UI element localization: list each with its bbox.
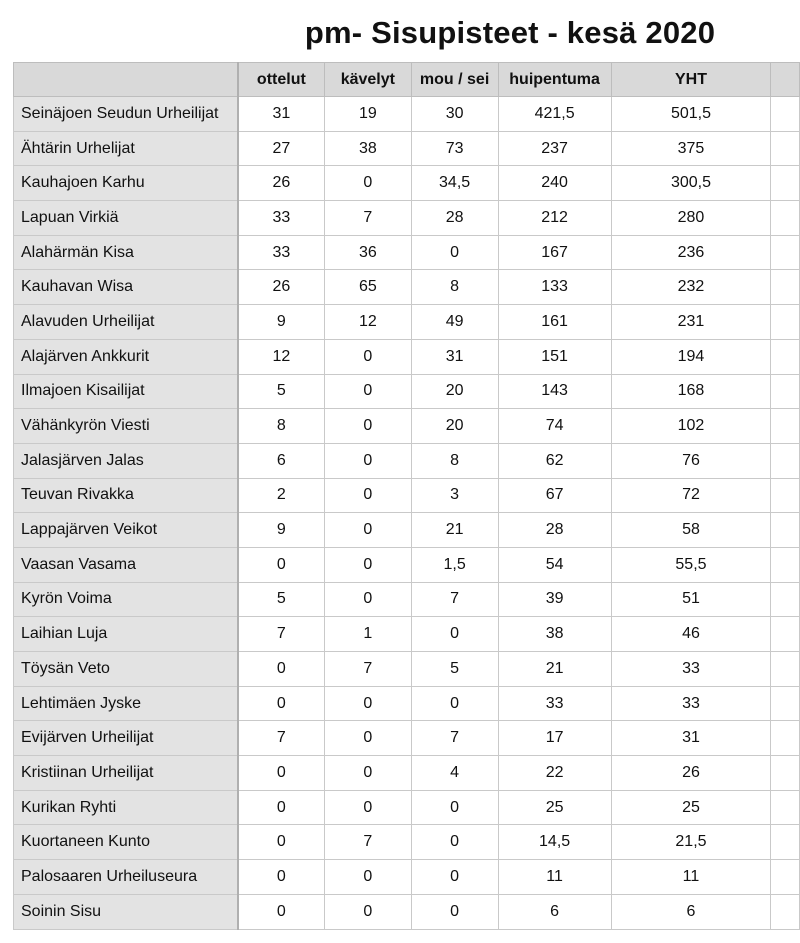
- cell-ottelut[interactable]: 26: [238, 166, 325, 201]
- cell-mou-sei[interactable]: 0: [411, 825, 498, 860]
- header-mou-sei[interactable]: mou / sei: [411, 63, 498, 97]
- cell-yht[interactable]: 236: [611, 235, 771, 270]
- points-table: [13, 62, 800, 930]
- cell-team-name[interactable]: Laihian Luja: [14, 617, 238, 652]
- cell-kavelyt[interactable]: 7: [325, 201, 411, 236]
- cell-team-name[interactable]: Ilmajoen Kisailijat: [14, 374, 238, 409]
- cell-extra-column[interactable]: [771, 443, 800, 478]
- cell-ottelut[interactable]: 0: [238, 652, 325, 687]
- cell-huipentuma[interactable]: 240: [498, 166, 611, 201]
- cell-yht[interactable]: 21,5: [611, 825, 771, 860]
- cell-mou-sei[interactable]: 31: [411, 339, 498, 374]
- cell-team-name[interactable]: Töysän Veto: [14, 652, 238, 687]
- cell-yht[interactable]: 72: [611, 478, 771, 513]
- table-row: [14, 513, 800, 548]
- cell-ottelut[interactable]: 7: [238, 617, 325, 652]
- cell-extra-column[interactable]: [771, 686, 800, 721]
- header-kavelyt[interactable]: kävelyt: [325, 63, 411, 97]
- cell-team-name[interactable]: Seinäjoen Seudun Urheilijat: [14, 97, 238, 132]
- cell-kavelyt[interactable]: 0: [325, 478, 411, 513]
- cell-extra-column[interactable]: [771, 547, 800, 582]
- cell-ottelut[interactable]: 33: [238, 201, 325, 236]
- cell-yht[interactable]: 102: [611, 409, 771, 444]
- cell-huipentuma[interactable]: 62: [498, 443, 611, 478]
- cell-yht[interactable]: 46: [611, 617, 771, 652]
- cell-kavelyt[interactable]: 0: [325, 860, 411, 895]
- table-row: [14, 270, 800, 305]
- cell-yht[interactable]: 55,5: [611, 547, 771, 582]
- cell-kavelyt[interactable]: 0: [325, 790, 411, 825]
- table-row: [14, 201, 800, 236]
- cell-kavelyt[interactable]: 38: [325, 131, 411, 166]
- cell-yht[interactable]: 25: [611, 790, 771, 825]
- table-row: [14, 443, 800, 478]
- cell-ottelut[interactable]: 0: [238, 825, 325, 860]
- table-row: [14, 721, 800, 756]
- cell-extra-column[interactable]: [771, 617, 800, 652]
- cell-team-name[interactable]: Lehtimäen Jyske: [14, 686, 238, 721]
- cell-extra-column[interactable]: [771, 131, 800, 166]
- cell-kavelyt[interactable]: 0: [325, 374, 411, 409]
- table-row: [14, 374, 800, 409]
- cell-huipentuma[interactable]: 22: [498, 756, 611, 791]
- cell-huipentuma[interactable]: 67: [498, 478, 611, 513]
- cell-kavelyt[interactable]: 0: [325, 547, 411, 582]
- cell-huipentuma[interactable]: 74: [498, 409, 611, 444]
- header-yht[interactable]: YHT: [611, 63, 771, 97]
- cell-yht[interactable]: 6: [611, 894, 771, 929]
- table-row: [14, 166, 800, 201]
- cell-ottelut[interactable]: 12: [238, 339, 325, 374]
- header-row: [14, 63, 800, 97]
- cell-ottelut[interactable]: 5: [238, 374, 325, 409]
- table-row: [14, 790, 800, 825]
- cell-team-name[interactable]: Soinin Sisu: [14, 894, 238, 929]
- cell-mou-sei[interactable]: 8: [411, 443, 498, 478]
- cell-kavelyt[interactable]: 0: [325, 443, 411, 478]
- cell-extra-column[interactable]: [771, 894, 800, 929]
- cell-kavelyt[interactable]: 0: [325, 513, 411, 548]
- cell-mou-sei[interactable]: 0: [411, 790, 498, 825]
- cell-extra-column[interactable]: [771, 339, 800, 374]
- cell-huipentuma[interactable]: 237: [498, 131, 611, 166]
- cell-yht[interactable]: 26: [611, 756, 771, 791]
- cell-yht[interactable]: 31: [611, 721, 771, 756]
- cell-huipentuma[interactable]: 28: [498, 513, 611, 548]
- cell-kavelyt[interactable]: 0: [325, 721, 411, 756]
- cell-kavelyt[interactable]: 7: [325, 825, 411, 860]
- cell-ottelut[interactable]: 7: [238, 721, 325, 756]
- cell-mou-sei[interactable]: 20: [411, 374, 498, 409]
- cell-huipentuma[interactable]: 25: [498, 790, 611, 825]
- cell-extra-column[interactable]: [771, 582, 800, 617]
- cell-mou-sei[interactable]: 73: [411, 131, 498, 166]
- cell-kavelyt[interactable]: 0: [325, 409, 411, 444]
- cell-huipentuma[interactable]: 161: [498, 305, 611, 340]
- cell-ottelut[interactable]: 9: [238, 513, 325, 548]
- cell-ottelut[interactable]: 27: [238, 131, 325, 166]
- cell-huipentuma[interactable]: 167: [498, 235, 611, 270]
- table-row: [14, 97, 800, 132]
- cell-extra-column[interactable]: [771, 270, 800, 305]
- cell-ottelut[interactable]: 0: [238, 756, 325, 791]
- cell-extra-column[interactable]: [771, 478, 800, 513]
- table-row: [14, 478, 800, 513]
- cell-mou-sei[interactable]: 20: [411, 409, 498, 444]
- cell-extra-column[interactable]: [771, 97, 800, 132]
- cell-mou-sei[interactable]: 0: [411, 860, 498, 895]
- table-row: [14, 235, 800, 270]
- cell-extra-column[interactable]: [771, 409, 800, 444]
- cell-extra-column[interactable]: [771, 305, 800, 340]
- cell-team-name[interactable]: Kristiinan Urheilijat: [14, 756, 238, 791]
- cell-huipentuma[interactable]: 14,5: [498, 825, 611, 860]
- cell-huipentuma[interactable]: 133: [498, 270, 611, 305]
- cell-mou-sei[interactable]: 7: [411, 582, 498, 617]
- cell-mou-sei[interactable]: 21: [411, 513, 498, 548]
- cell-mou-sei[interactable]: 28: [411, 201, 498, 236]
- cell-team-name[interactable]: Evijärven Urheilijat: [14, 721, 238, 756]
- cell-extra-column[interactable]: [771, 790, 800, 825]
- cell-mou-sei[interactable]: 0: [411, 686, 498, 721]
- cell-ottelut[interactable]: 31: [238, 97, 325, 132]
- cell-kavelyt[interactable]: 36: [325, 235, 411, 270]
- cell-mou-sei[interactable]: 3: [411, 478, 498, 513]
- cell-mou-sei[interactable]: 5: [411, 652, 498, 687]
- cell-team-name[interactable]: Kyrön Voima: [14, 582, 238, 617]
- cell-kavelyt[interactable]: 19: [325, 97, 411, 132]
- cell-mou-sei[interactable]: 0: [411, 894, 498, 929]
- header-huipentuma[interactable]: huipentuma: [498, 63, 611, 97]
- table-row: [14, 582, 800, 617]
- cell-huipentuma[interactable]: 38: [498, 617, 611, 652]
- cell-huipentuma[interactable]: 54: [498, 547, 611, 582]
- cell-ottelut[interactable]: 0: [238, 686, 325, 721]
- table-row: [14, 825, 800, 860]
- cell-yht[interactable]: 168: [611, 374, 771, 409]
- cell-ottelut[interactable]: 6: [238, 443, 325, 478]
- cell-ottelut[interactable]: 0: [238, 790, 325, 825]
- header-extra-column[interactable]: [771, 63, 800, 97]
- cell-kavelyt[interactable]: 0: [325, 756, 411, 791]
- cell-team-name[interactable]: Vähänkyrön Viesti: [14, 409, 238, 444]
- cell-extra-column[interactable]: [771, 166, 800, 201]
- cell-extra-column[interactable]: [771, 756, 800, 791]
- cell-extra-column[interactable]: [771, 201, 800, 236]
- cell-yht[interactable]: 375: [611, 131, 771, 166]
- cell-ottelut[interactable]: 2: [238, 478, 325, 513]
- header-corner-cell[interactable]: [14, 63, 238, 97]
- cell-team-name[interactable]: Alahärmän Kisa: [14, 235, 238, 270]
- cell-mou-sei[interactable]: 8: [411, 270, 498, 305]
- cell-huipentuma[interactable]: 143: [498, 374, 611, 409]
- cell-huipentuma[interactable]: 11: [498, 860, 611, 895]
- cell-mou-sei[interactable]: 4: [411, 756, 498, 791]
- cell-kavelyt[interactable]: 0: [325, 686, 411, 721]
- cell-mou-sei[interactable]: 1,5: [411, 547, 498, 582]
- cell-extra-column[interactable]: [771, 825, 800, 860]
- cell-team-name[interactable]: Kauhavan Wisa: [14, 270, 238, 305]
- cell-extra-column[interactable]: [771, 721, 800, 756]
- cell-ottelut[interactable]: 9: [238, 305, 325, 340]
- cell-extra-column[interactable]: [771, 235, 800, 270]
- cell-huipentuma[interactable]: 6: [498, 894, 611, 929]
- cell-team-name[interactable]: Lapuan Virkiä: [14, 201, 238, 236]
- cell-team-name[interactable]: Kuortaneen Kunto: [14, 825, 238, 860]
- cell-ottelut[interactable]: 8: [238, 409, 325, 444]
- cell-team-name[interactable]: Teuvan Rivakka: [14, 478, 238, 513]
- cell-kavelyt[interactable]: 0: [325, 582, 411, 617]
- cell-huipentuma[interactable]: 421,5: [498, 97, 611, 132]
- cell-huipentuma[interactable]: 21: [498, 652, 611, 687]
- cell-team-name[interactable]: Jalasjärven Jalas: [14, 443, 238, 478]
- cell-mou-sei[interactable]: 34,5: [411, 166, 498, 201]
- cell-team-name[interactable]: Kauhajoen Karhu: [14, 166, 238, 201]
- cell-mou-sei[interactable]: 30: [411, 97, 498, 132]
- header-ottelut[interactable]: ottelut: [238, 63, 325, 97]
- table-row: [14, 131, 800, 166]
- cell-yht[interactable]: 76: [611, 443, 771, 478]
- cell-kavelyt[interactable]: 0: [325, 166, 411, 201]
- table-row: [14, 756, 800, 791]
- cell-yht[interactable]: 33: [611, 652, 771, 687]
- table-row: [14, 686, 800, 721]
- cell-yht[interactable]: 501,5: [611, 97, 771, 132]
- cell-ottelut[interactable]: 26: [238, 270, 325, 305]
- cell-ottelut[interactable]: 0: [238, 894, 325, 929]
- table-row: [14, 339, 800, 374]
- cell-team-name[interactable]: Palosaaren Urheiluseura: [14, 860, 238, 895]
- cell-huipentuma[interactable]: 33: [498, 686, 611, 721]
- cell-yht[interactable]: 58: [611, 513, 771, 548]
- cell-huipentuma[interactable]: 151: [498, 339, 611, 374]
- table-row: [14, 409, 800, 444]
- cell-yht[interactable]: 280: [611, 201, 771, 236]
- cell-team-name[interactable]: Kurikan Ryhti: [14, 790, 238, 825]
- cell-extra-column[interactable]: [771, 860, 800, 895]
- cell-kavelyt[interactable]: 1: [325, 617, 411, 652]
- cell-ottelut[interactable]: 33: [238, 235, 325, 270]
- cell-yht[interactable]: 231: [611, 305, 771, 340]
- cell-team-name[interactable]: Lappajärven Veikot: [14, 513, 238, 548]
- cell-yht[interactable]: 194: [611, 339, 771, 374]
- cell-yht[interactable]: 33: [611, 686, 771, 721]
- cell-mou-sei[interactable]: 7: [411, 721, 498, 756]
- cell-mou-sei[interactable]: 0: [411, 617, 498, 652]
- cell-extra-column[interactable]: [771, 652, 800, 687]
- cell-yht[interactable]: 11: [611, 860, 771, 895]
- cell-yht[interactable]: 232: [611, 270, 771, 305]
- table-row: [14, 305, 800, 340]
- cell-kavelyt[interactable]: 0: [325, 894, 411, 929]
- cell-huipentuma[interactable]: 212: [498, 201, 611, 236]
- cell-kavelyt[interactable]: 7: [325, 652, 411, 687]
- cell-ottelut[interactable]: 5: [238, 582, 325, 617]
- cell-kavelyt[interactable]: 65: [325, 270, 411, 305]
- cell-ottelut[interactable]: 0: [238, 547, 325, 582]
- table-row: [14, 547, 800, 582]
- cell-yht[interactable]: 300,5: [611, 166, 771, 201]
- page-title: pm- Sisupisteet - kesä 2020: [304, 15, 716, 50]
- cell-team-name[interactable]: Alavuden Urheilijat: [14, 305, 238, 340]
- cell-extra-column[interactable]: [771, 374, 800, 409]
- cell-mou-sei[interactable]: 49: [411, 305, 498, 340]
- cell-team-name[interactable]: Vaasan Vasama: [14, 547, 238, 582]
- cell-ottelut[interactable]: 0: [238, 860, 325, 895]
- cell-huipentuma[interactable]: 39: [498, 582, 611, 617]
- cell-huipentuma[interactable]: 17: [498, 721, 611, 756]
- cell-yht[interactable]: 51: [611, 582, 771, 617]
- cell-mou-sei[interactable]: 0: [411, 235, 498, 270]
- cell-extra-column[interactable]: [771, 513, 800, 548]
- table-row: [14, 617, 800, 652]
- cell-kavelyt[interactable]: 0: [325, 339, 411, 374]
- cell-team-name[interactable]: Alajärven Ankkurit: [14, 339, 238, 374]
- table-row: [14, 860, 800, 895]
- cell-team-name[interactable]: Ähtärin Urhelijat: [14, 131, 238, 166]
- cell-kavelyt[interactable]: 12: [325, 305, 411, 340]
- table-row: [14, 652, 800, 687]
- table-row: [14, 894, 800, 929]
